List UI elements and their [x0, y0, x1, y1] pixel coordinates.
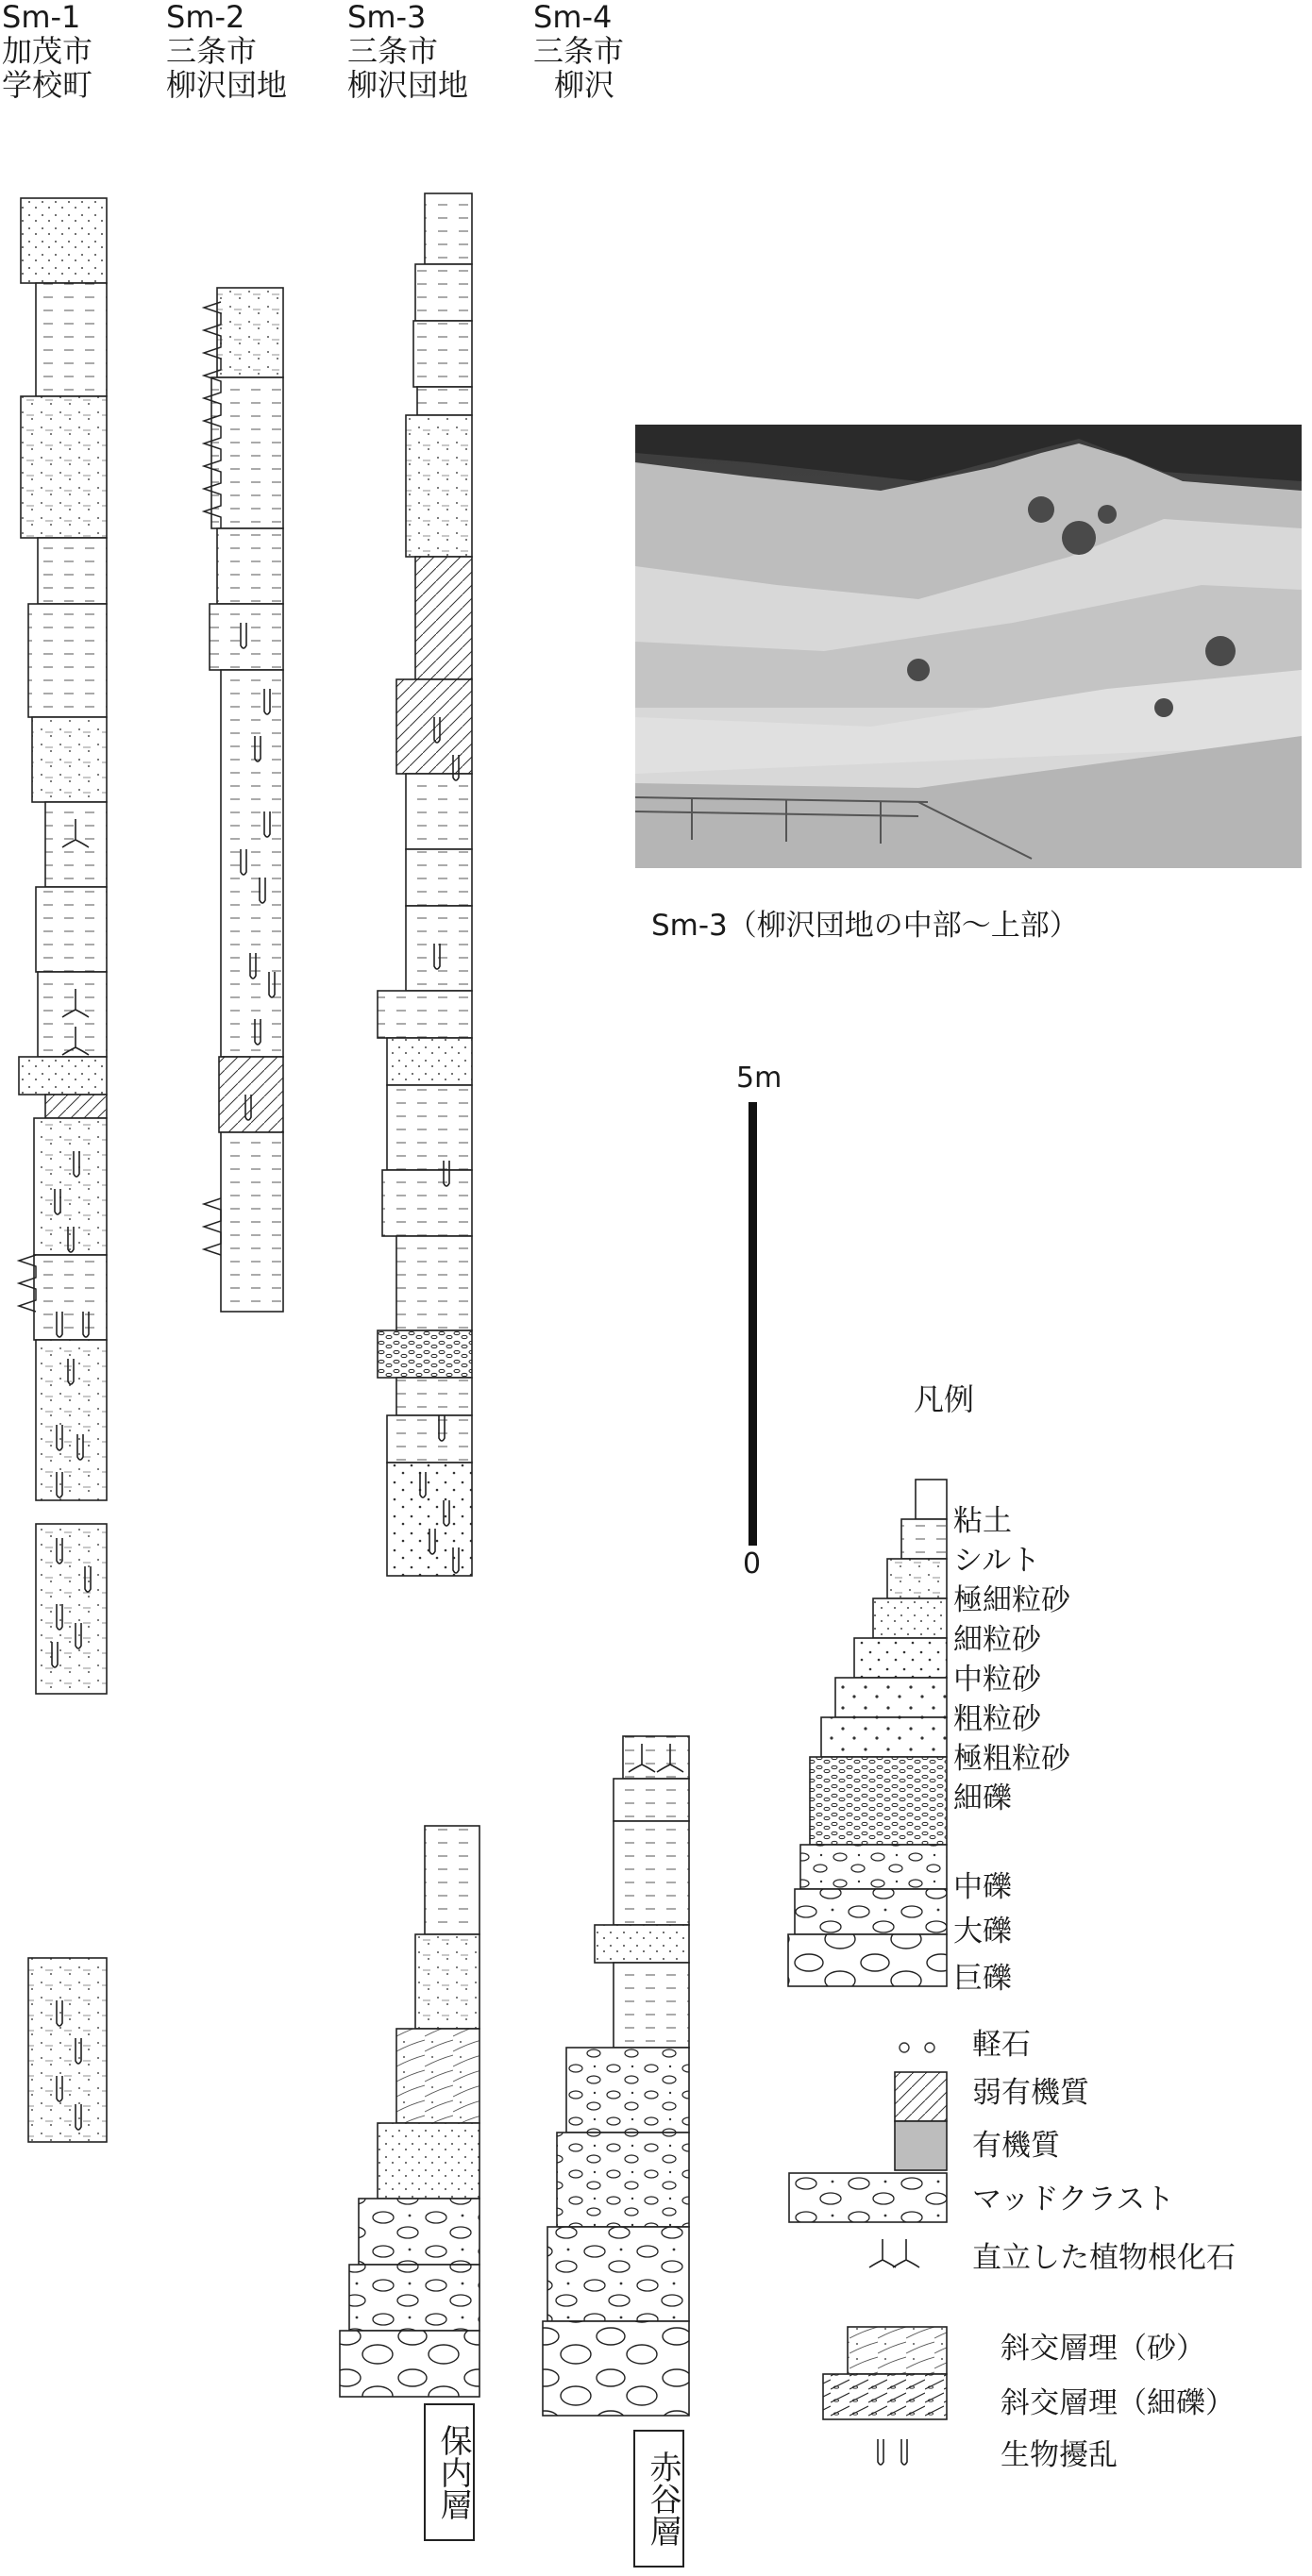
- formation-label-honai: [424, 2403, 475, 2541]
- bed: [217, 288, 283, 377]
- legend-swatch: [810, 1757, 947, 1845]
- legend-label-silt: シルト: [953, 1544, 1041, 1578]
- column-sm3-lower: [340, 1826, 479, 2397]
- column-id: Sm-4: [533, 0, 613, 35]
- column-sm1: [19, 198, 107, 2142]
- legend-swatch: [887, 1559, 947, 1598]
- legend-layer: [788, 1480, 947, 2465]
- bed: [36, 1524, 107, 1694]
- bed: [417, 387, 472, 415]
- bed: [396, 2029, 479, 2123]
- column-site: 学校町: [2, 67, 93, 103]
- bed: [566, 2048, 689, 2133]
- bioturbation-icon: [901, 2439, 907, 2465]
- legend-label-cross-bedding-granule: 斜交層理（細礫）: [1001, 2386, 1235, 2420]
- column-city: 三条市: [347, 33, 439, 69]
- outcrop-photograph: [635, 425, 1302, 868]
- legend-title: 凡例: [914, 1381, 975, 1417]
- bed: [415, 264, 472, 321]
- bed: [406, 415, 472, 557]
- legend-label-mud-clast: マッドクラスト: [972, 2183, 1175, 2216]
- bed: [21, 198, 107, 283]
- bed: [36, 887, 107, 972]
- bed: [387, 1085, 472, 1170]
- bed: [28, 604, 107, 717]
- column-id: Sm-3: [347, 0, 427, 35]
- bed: [211, 377, 283, 528]
- column-id: Sm-1: [2, 0, 81, 35]
- bed: [415, 557, 472, 679]
- formation-label-akatani: [633, 2430, 684, 2568]
- root-fossil-icon: [893, 2239, 919, 2267]
- cross-bedding-granule-swatch: [823, 2374, 947, 2419]
- legend-swatch: [916, 1480, 947, 1519]
- legend-swatch: [821, 1717, 947, 1757]
- bed: [21, 396, 107, 538]
- bed: [425, 1826, 479, 1934]
- legend-label-cobble: 大礫: [953, 1915, 1012, 1949]
- bed: [595, 1925, 689, 1963]
- bed: [19, 1057, 107, 1095]
- bed: [36, 1340, 107, 1500]
- legend-swatch: [788, 1934, 947, 1986]
- bed: [217, 528, 283, 604]
- legend-label-bioturbation: 生物擾乱: [1001, 2438, 1118, 2472]
- bioturbation-icon: [878, 2439, 883, 2465]
- column-site: 柳沢団地: [347, 67, 469, 103]
- root-fossil-icon: [869, 2239, 896, 2267]
- bed: [425, 193, 472, 264]
- bed: [45, 1095, 107, 1118]
- bed: [38, 538, 107, 604]
- legend-label-granule: 細礫: [953, 1781, 1012, 1815]
- organic-swatch: [895, 2121, 947, 2170]
- legend-swatch: [854, 1638, 947, 1678]
- bed: [387, 1415, 472, 1463]
- bed: [382, 1170, 472, 1236]
- pumice-icon: [900, 2043, 909, 2052]
- column-id: Sm-2: [166, 0, 245, 35]
- weak-organic-swatch: [895, 2072, 947, 2121]
- formation-name: 保内層: [434, 2424, 472, 2520]
- legend-label-very-coarse-sand: 極粗粒砂: [953, 1742, 1070, 1776]
- bed: [36, 283, 107, 396]
- bed: [28, 1958, 107, 2142]
- scale-bar: [749, 1102, 757, 1546]
- legend-label-root-fossil: 直立した植物根化石: [972, 2241, 1236, 2275]
- column-site: 柳沢団地: [166, 67, 288, 103]
- column-city: 三条市: [533, 33, 625, 69]
- legend-label-fine-sand: 細粒砂: [953, 1623, 1041, 1657]
- bed: [38, 972, 107, 1057]
- photo-caption: Sm-3（柳沢団地の中部～上部）: [651, 909, 1079, 943]
- interfinger-line: [204, 1198, 221, 1255]
- legend-label-clay: 粘土: [953, 1504, 1012, 1538]
- bed: [32, 717, 107, 802]
- legend-label-cross-bedding-sand: 斜交層理（砂）: [1001, 2332, 1205, 2366]
- bed: [415, 1934, 479, 2029]
- legend-swatch: [795, 1889, 947, 1934]
- legend-swatch: [873, 1598, 947, 1638]
- column-city: 加茂市: [2, 33, 93, 69]
- bed: [557, 2133, 689, 2227]
- scale-bottom-label: 0: [743, 1547, 762, 1581]
- legend-label-organic: 有機質: [972, 2129, 1060, 2163]
- bed: [340, 2331, 479, 2397]
- legend-swatch: [835, 1678, 947, 1717]
- bed: [34, 1118, 107, 1255]
- legend-swatch: [901, 1519, 947, 1559]
- bed: [221, 670, 283, 1057]
- column-site: 柳沢: [554, 67, 615, 103]
- bed: [387, 1038, 472, 1085]
- bed: [547, 2227, 689, 2321]
- bed: [406, 774, 472, 849]
- bed: [221, 1132, 283, 1312]
- mud-clast-swatch: [789, 2173, 947, 2222]
- bed: [406, 849, 472, 906]
- legend-label-medium-sand: 中粒砂: [953, 1663, 1041, 1697]
- formation-name: 赤谷層: [644, 2451, 681, 2547]
- column-sm3: [378, 193, 472, 1576]
- column-sm4: [543, 1736, 689, 2416]
- cross-bedding-sand-swatch: [848, 2327, 947, 2374]
- bed: [543, 2321, 689, 2416]
- bed: [406, 906, 472, 991]
- legend-label-very-fine-sand: 極細粒砂: [953, 1583, 1070, 1617]
- bed: [614, 1821, 689, 1925]
- pumice-icon: [925, 2043, 934, 2052]
- bed: [378, 1330, 472, 1378]
- scale-top-label: 5m: [736, 1062, 782, 1095]
- bed: [45, 802, 107, 887]
- bed: [614, 1963, 689, 2048]
- legend-label-weak-organic: 弱有機質: [972, 2076, 1089, 2110]
- column-city: 三条市: [166, 33, 258, 69]
- legend-label-boulder: 巨礫: [953, 1962, 1012, 1996]
- bed: [396, 1236, 472, 1330]
- column-sm2: [204, 288, 283, 1312]
- bed: [396, 1378, 472, 1415]
- columns-layer: [19, 193, 689, 2416]
- bed: [614, 1779, 689, 1821]
- legend-swatch: [800, 1845, 947, 1889]
- bed: [378, 991, 472, 1038]
- legend-label-pumice: 軽石: [972, 2028, 1031, 2062]
- bed: [349, 2265, 479, 2331]
- legend-label-coarse-sand: 粗粒砂: [953, 1702, 1041, 1736]
- bed: [623, 1736, 689, 1779]
- bed: [359, 2199, 479, 2265]
- bed: [34, 1255, 107, 1340]
- legend-label-pebble: 中礫: [953, 1870, 1012, 1904]
- bed: [378, 2123, 479, 2199]
- bed: [413, 321, 472, 387]
